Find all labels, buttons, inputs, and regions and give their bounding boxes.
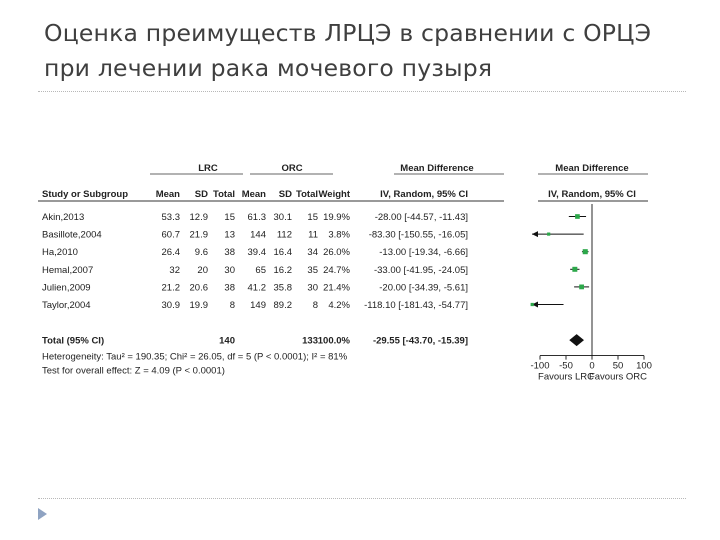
ci-arrow-left: [532, 231, 538, 237]
lrc-total: 13: [224, 229, 235, 241]
orc-mean: 149: [250, 300, 266, 311]
total-orc: 133: [302, 335, 318, 347]
forest-plot-graph: [530, 204, 651, 383]
study-ci-text: -20.00 [-34.39, -5.61]: [379, 282, 468, 294]
lrc-sd: 20.6: [189, 282, 208, 294]
forest-plot: [38, 160, 674, 394]
col-weight-header: Weight: [318, 189, 350, 200]
orc-total: 11: [308, 229, 318, 241]
favours-left-label: Favours LRC: [538, 371, 594, 383]
lrc-total: 38: [224, 247, 235, 259]
lrc-mean: 32: [169, 264, 180, 276]
total-label: Total (95% CI): [42, 335, 105, 347]
col-orc-total-header: Total: [296, 189, 318, 200]
total-lrc: 140: [219, 335, 235, 347]
orc-total: 35: [307, 264, 318, 276]
lrc-sd: 20: [197, 264, 208, 276]
study-marker: [572, 267, 577, 272]
lrc-total: 8: [229, 300, 235, 311]
orc-sd: 89.2: [273, 300, 292, 311]
total-diamond: [569, 334, 584, 346]
orc-total: 30: [307, 282, 318, 294]
forest-plot-footer: [42, 352, 348, 377]
x-tick-label: 50: [612, 360, 624, 372]
orc-total: 15: [307, 212, 318, 223]
total-ci-text: -29.55 [-43.70, -15.39]: [372, 335, 468, 347]
study-row: [42, 212, 468, 223]
total-weight: 100.0%: [317, 335, 350, 347]
study-marker: [579, 285, 584, 290]
study-name: Julien,2009: [42, 282, 91, 294]
study-name: Ha,2010: [42, 247, 78, 259]
lrc-total: 38: [224, 282, 235, 294]
study-weight: 21.4%: [323, 282, 350, 294]
study-marker: [575, 214, 580, 219]
bottom-divider: [38, 498, 686, 499]
lrc-sd: 19.9: [189, 300, 208, 311]
study-weight: 26.0%: [323, 247, 350, 259]
orc-sd: 16.4: [273, 247, 292, 259]
orc-mean: 144: [250, 229, 266, 241]
lrc-sd: 12.9: [189, 212, 208, 223]
orc-mean: 61.3: [247, 212, 266, 223]
orc-mean: 65: [255, 264, 266, 276]
study-row: [42, 230, 468, 241]
favours-right-label: Favours ORC: [588, 371, 648, 383]
study-name: Akin,2013: [42, 212, 85, 223]
study-name: Taylor,2004: [42, 300, 91, 311]
study-name: Hemal,2007: [42, 264, 94, 276]
lrc-mean: 30.9: [161, 300, 180, 311]
col-lrc-sd-header: SD: [194, 189, 208, 200]
slide-title: Оценка преимуществ ЛРЦЭ в сравнении с ОРЦЭ при лечении рака мочевого пузыря: [44, 19, 652, 82]
total-row: [42, 336, 468, 347]
study-ci-text: -28.00 [-44.57, -11.43]: [374, 212, 468, 223]
study-name: Basillote,2004: [42, 229, 102, 241]
orc-sd: 30.1: [273, 212, 292, 223]
x-tick-label: -50: [559, 360, 573, 372]
orc-group-header: ORC: [281, 163, 303, 174]
lrc-mean: 53.3: [161, 212, 180, 223]
study-row: [42, 265, 468, 276]
lrc-total: 15: [224, 212, 235, 223]
study-weight: 19.9%: [323, 212, 350, 223]
study-ci-text: -83.30 [-150.55, -16.05]: [368, 229, 468, 241]
study-marker: [531, 303, 534, 306]
study-row: [42, 300, 468, 311]
study-marker: [547, 233, 550, 236]
study-marker: [583, 249, 588, 254]
md-text-header: Mean Difference: [400, 163, 474, 174]
x-tick-label: -100: [530, 360, 550, 372]
slide-bullet-marker: [38, 508, 47, 520]
lrc-group-header: LRC: [198, 163, 218, 174]
study-weight: 3.8%: [328, 229, 350, 241]
heterogeneity-text: Heterogeneity: Tau² = 190.35; Chi² = 26.05, df = 5 (P < 0.0001); I² = 81%: [42, 351, 348, 363]
x-tick-label: 0: [589, 360, 595, 372]
col-study-header: Study or Subgroup: [42, 189, 129, 200]
overall-effect-text: Test for overall effect: Z = 4.09 (P < 0.0001): [42, 365, 225, 377]
col-orc-mean-header: Mean: [241, 189, 266, 200]
lrc-sd: 9.6: [194, 247, 208, 259]
study-weight: 24.7%: [323, 264, 350, 276]
lrc-total: 30: [224, 264, 235, 276]
study-ci-text: -13.00 [-19.34, -6.66]: [379, 247, 468, 259]
title-divider: [38, 91, 686, 92]
x-tick-label: 100: [636, 360, 652, 372]
orc-mean: 41.2: [247, 282, 266, 294]
lrc-mean: 26.4: [161, 247, 180, 259]
orc-sd: 35.8: [273, 282, 292, 294]
study-ci-text: -118.10 [-181.43, -54.77]: [364, 300, 468, 311]
study-row: [42, 282, 468, 293]
forest-plot-table: [38, 163, 648, 347]
orc-mean: 39.4: [247, 247, 266, 259]
orc-total: 34: [307, 247, 318, 259]
orc-sd: 16.2: [273, 264, 292, 276]
orc-sd: 112: [276, 229, 292, 241]
orc-total: 8: [312, 300, 318, 311]
col-lrc-mean-header: Mean: [155, 189, 180, 200]
lrc-mean: 60.7: [161, 229, 180, 241]
study-ci-text: -33.00 [-41.95, -24.05]: [373, 264, 468, 276]
lrc-sd: 21.9: [189, 229, 208, 241]
col-ci-text-header: IV, Random, 95% CI: [380, 189, 468, 200]
lrc-mean: 21.2: [161, 282, 180, 294]
col-orc-sd-header: SD: [278, 189, 292, 200]
col-lrc-total-header: Total: [213, 189, 235, 200]
study-weight: 4.2%: [328, 300, 350, 311]
col-ci-plot-header: IV, Random, 95% CI: [548, 189, 636, 200]
md-plot-header: Mean Difference: [555, 163, 629, 174]
study-row: [42, 247, 468, 258]
